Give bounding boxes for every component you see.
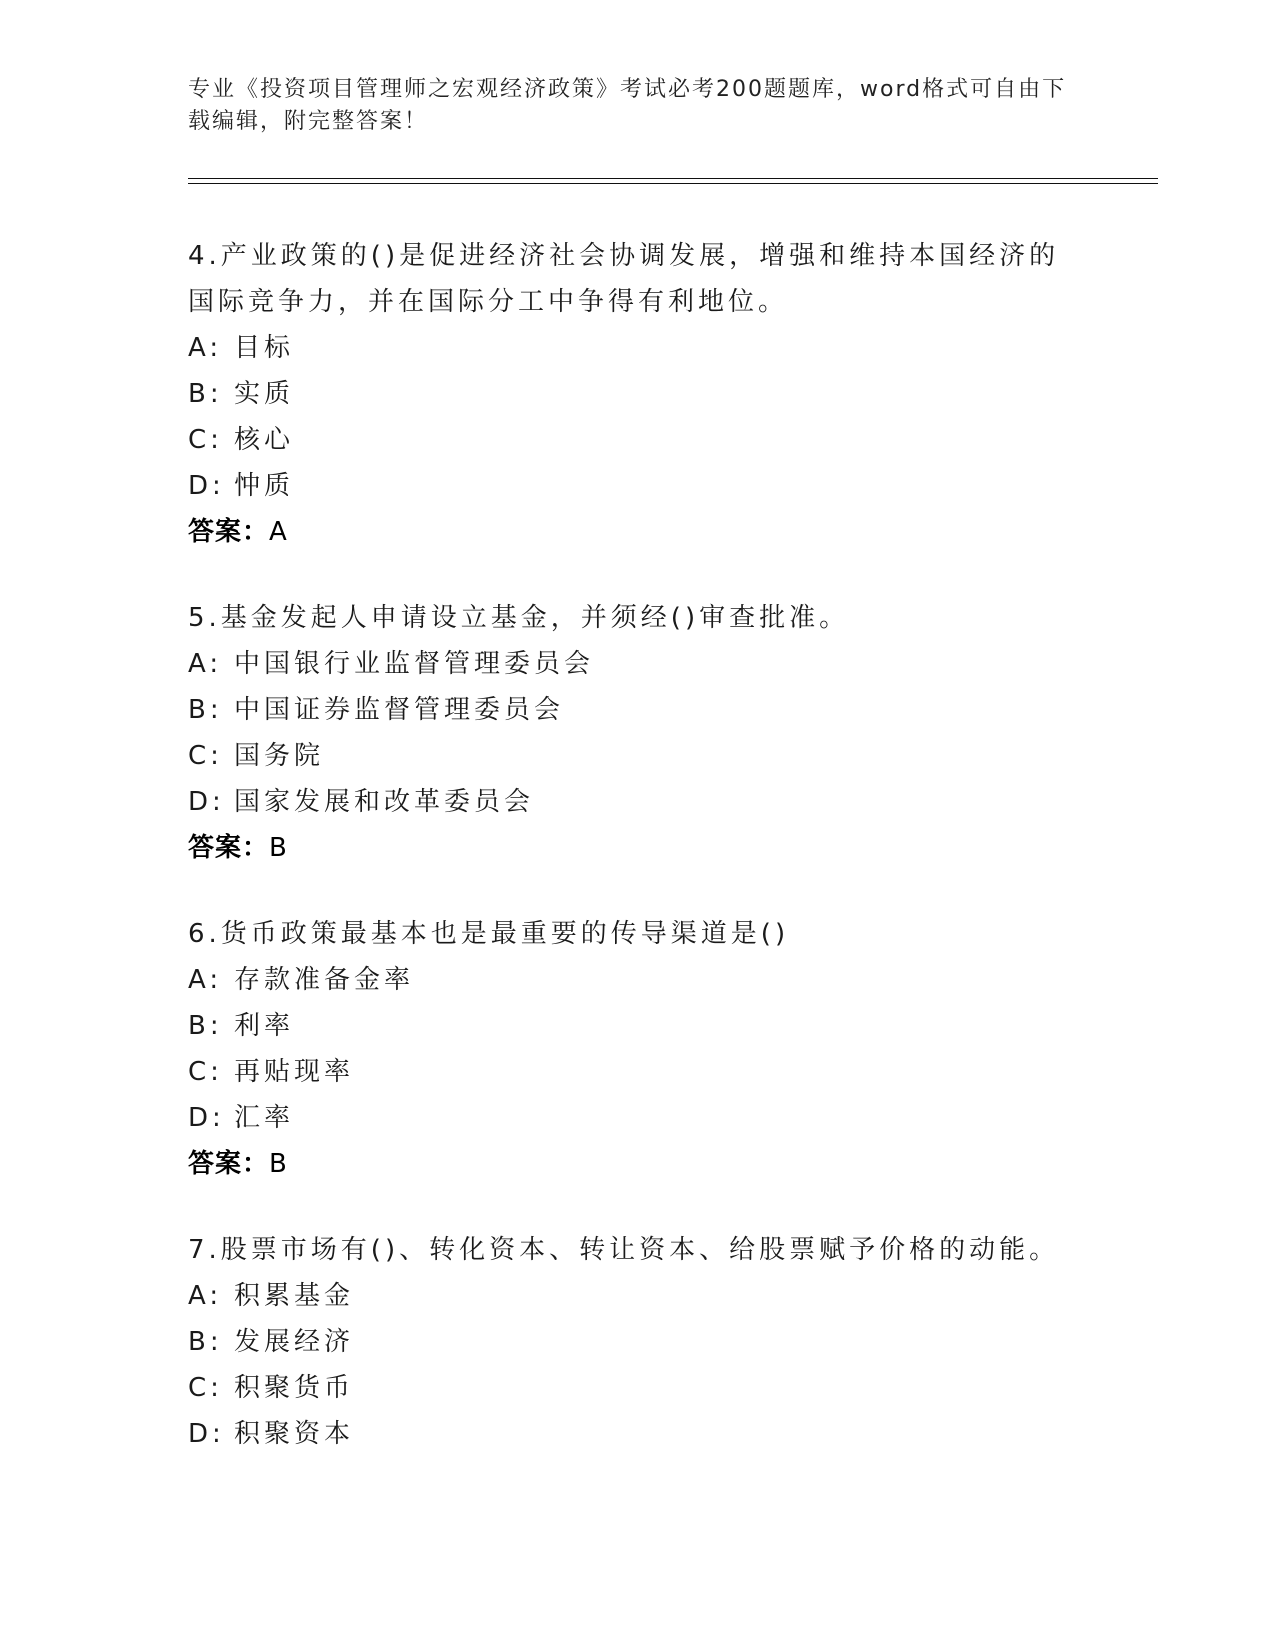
answer-label: 答案：	[188, 833, 270, 863]
option-letter: D:	[188, 1103, 225, 1133]
option-letter: B:	[188, 379, 223, 409]
option-text: 存款准备金率	[234, 965, 415, 995]
option-text: 中国银行业监督管理委员会	[234, 649, 595, 679]
answer-label: 答案：	[188, 1149, 270, 1179]
option-letter: A:	[188, 1281, 223, 1311]
option-c	[188, 1365, 1088, 1411]
question-stem: 6.货币政策最基本也是最重要的传导渠道是()	[188, 919, 790, 949]
option-letter: B:	[188, 1011, 223, 1041]
option-text: 再贴现率	[234, 1057, 355, 1087]
answer-line	[188, 1141, 1088, 1187]
answer-label: 答案：	[188, 517, 270, 547]
answer-line	[188, 825, 1088, 871]
option-text: 忡质	[234, 471, 295, 501]
question-stem: 7.股票市场有()、转化资本、转让资本、给股票赋予价格的动能。	[188, 1235, 1060, 1265]
option-a	[188, 325, 1088, 371]
question-stem: 5.基金发起人申请设立基金，并须经()审查批准。	[188, 603, 850, 633]
answer-value: B	[269, 1149, 288, 1179]
question-5	[188, 595, 1088, 871]
option-text: 核心	[234, 425, 295, 455]
option-c	[188, 417, 1088, 463]
option-b	[188, 1319, 1088, 1365]
header-divider-top	[188, 178, 1158, 179]
option-text: 利率	[234, 1011, 295, 1041]
option-text: 中国证券监督管理委员会	[234, 695, 565, 725]
option-d	[188, 1095, 1088, 1141]
option-text: 发展经济	[234, 1327, 355, 1357]
question-4	[188, 233, 1088, 555]
option-c	[188, 1049, 1088, 1095]
option-a	[188, 1273, 1088, 1319]
option-letter: C:	[188, 1057, 223, 1087]
option-b	[188, 687, 1088, 733]
option-text: 积聚资本	[234, 1419, 355, 1449]
option-text: 积累基金	[234, 1281, 355, 1311]
header-divider-bottom	[188, 183, 1158, 184]
option-letter: C:	[188, 425, 223, 455]
answer-value: B	[269, 833, 288, 863]
option-b	[188, 1003, 1088, 1049]
option-letter: C:	[188, 741, 223, 771]
option-text: 国家发展和改革委员会	[234, 787, 535, 817]
question-stem: 4.产业政策的()是促进经济社会协调发展，增强和维持本国经济的国际竞争力，并在国际分工中争得有利地位。	[188, 241, 1060, 317]
option-letter: B:	[188, 695, 223, 725]
option-text: 实质	[234, 379, 295, 409]
option-letter: B:	[188, 1327, 223, 1357]
option-text: 汇率	[234, 1103, 295, 1133]
option-d	[188, 463, 1088, 509]
document-header: 专业《投资项目管理师之宏观经济政策》考试必考200题题库，word格式可自由下载编辑，附完整答案！	[188, 77, 1067, 134]
answer-value: A	[269, 517, 288, 547]
answer-line	[188, 509, 1088, 555]
question-6	[188, 911, 1088, 1187]
option-a	[188, 957, 1088, 1003]
question-list	[188, 233, 1088, 1497]
option-d	[188, 779, 1088, 825]
option-text: 目标	[234, 333, 295, 363]
option-text: 积聚货币	[234, 1373, 355, 1403]
option-b	[188, 371, 1088, 417]
option-a	[188, 641, 1088, 687]
option-letter: A:	[188, 965, 223, 995]
option-letter: C:	[188, 1373, 223, 1403]
option-text: 国务院	[234, 741, 325, 771]
question-7	[188, 1227, 1088, 1457]
option-letter: A:	[188, 649, 223, 679]
option-letter: D:	[188, 471, 225, 501]
option-letter: D:	[188, 787, 225, 817]
option-letter: A:	[188, 333, 223, 363]
option-letter: D:	[188, 1419, 225, 1449]
option-c	[188, 733, 1088, 779]
option-d	[188, 1411, 1088, 1457]
